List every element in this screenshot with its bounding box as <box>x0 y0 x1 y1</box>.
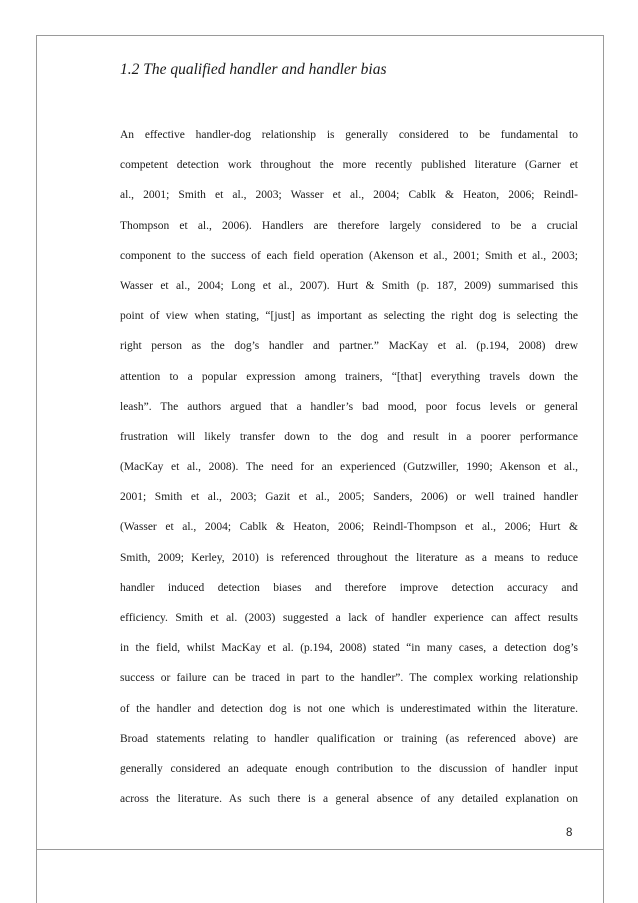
text-line: competent detection work throughout the more recently published literature (Garner et <box>120 159 578 172</box>
text-line: handler induced detection biases and therefore improve detection accuracy and <box>120 581 578 594</box>
text-line: leash”. The authors argued that a handler’s bad mood, poor focus levels or general <box>120 400 578 413</box>
text-line: right person as the dog’s handler and partner.” MacKay et al. (p.194, 2008) drew <box>120 340 578 353</box>
text-line: efficiency. Smith et al. (2003) suggested a lack of handler experience can affect results <box>120 612 578 624</box>
text-line: across the literature. As such there is a general absence of any detailed explanation on <box>120 793 578 806</box>
page-border-right <box>603 35 604 903</box>
text-line: (Wasser et al., 2004; Cablk & Heaton, 2006; Reindl-Thompson et al., 2006; Hurt & <box>120 521 578 534</box>
text-line: of the handler and detection dog is not one which is underestimated within the literature. <box>120 702 578 715</box>
text-line: frustration will likely transfer down to the dog and result in a poorer performance <box>120 430 578 443</box>
text-line: al., 2001; Smith et al., 2003; Wasser et al., 2004; Cablk & Heaton, 2006; Reindl- <box>120 189 578 202</box>
body-paragraph <box>120 120 578 814</box>
text-line: point of view when stating, “[just] as important as selecting the right dog is selecting the <box>120 310 578 323</box>
text-line: success or failure can be traced in part to the handler”. The complex working relationship <box>120 672 578 685</box>
text-line: 2001; Smith et al., 2003; Gazit et al., 2005; Sanders, 2006) or well trained handler <box>120 491 578 504</box>
text-line: component to the success of each field operation (Akenson et al., 2001; Smith et al., 2003; <box>120 249 578 262</box>
text-line: Broad statements relating to handler qualification or training (as referenced above) are <box>120 732 578 745</box>
footer-rule <box>36 849 604 850</box>
page-border-left <box>36 35 37 903</box>
text-line: An effective handler-dog relationship is generally considered to be fundamental to <box>120 129 578 141</box>
page-border-top <box>36 35 604 36</box>
page-number: 8 <box>566 827 573 839</box>
text-line: Wasser et al., 2004; Long et al., 2007). Hurt & Smith (p. 187, 2009) summarised this <box>120 279 578 292</box>
section-heading: 1.2 The qualified handler and handler bias <box>120 61 387 78</box>
text-line: Smith, 2009; Kerley, 2010) is referenced throughout the literature as a means to reduce <box>120 551 578 564</box>
text-line: (MacKay et al., 2008). The need for an experienced (Gutzwiller, 1990; Akenson et al., <box>120 461 578 474</box>
text-line: attention to a popular expression among trainers, “[that] everything travels down the <box>120 370 578 383</box>
text-line: generally considered an adequate enough contribution to the discussion of handler input <box>120 762 578 775</box>
text-line: in the field, whilst MacKay et al. (p.194, 2008) stated “in many cases, a detection dog’s <box>120 642 578 655</box>
text-line: Thompson et al., 2006). Handlers are therefore largely considered to be a crucial <box>120 219 578 232</box>
